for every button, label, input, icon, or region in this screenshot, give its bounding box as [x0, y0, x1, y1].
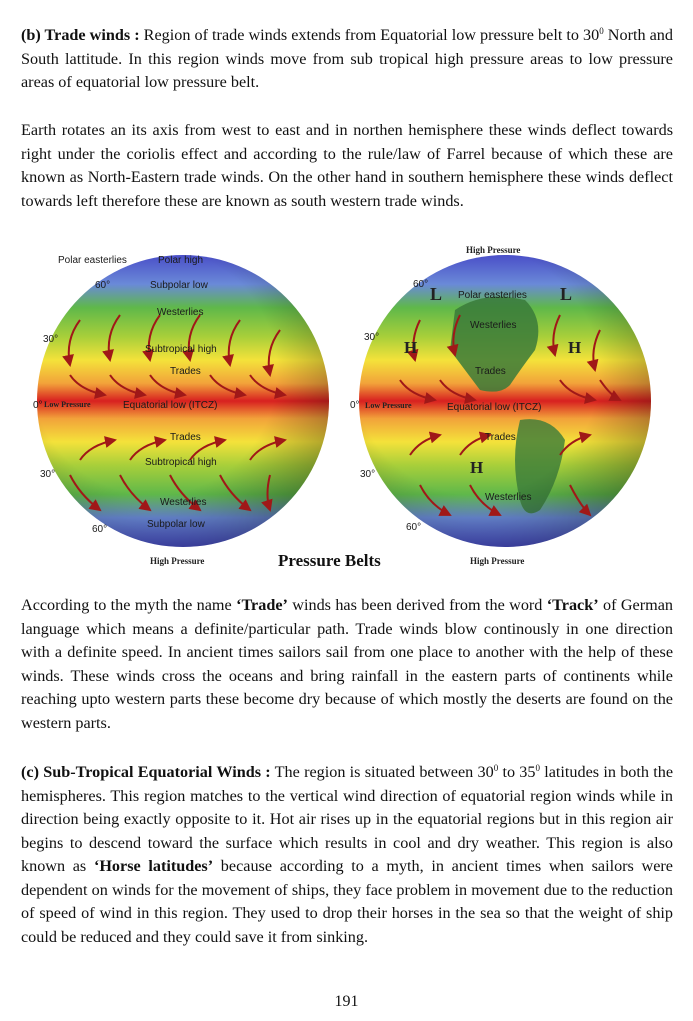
degree-mark-1: 0: [493, 763, 499, 773]
left-belt-8: Subpolar low: [147, 519, 205, 530]
left-belt-2: Subtropical high: [145, 344, 217, 355]
trade-winds-heading: (b) Trade winds :: [21, 26, 140, 44]
polar-high-label: Polar high: [158, 255, 204, 266]
lat-30s-left: 30°: [40, 469, 56, 480]
left-belt-5: Trades: [170, 432, 201, 443]
myth-text-c: of German language which means a definite/particular path. Trade winds blow continously in one direction with a definite speed. In ancient times sailors sail from one place to another with the help of these winds. These winds cross the oceans and bring rainfall in the eastern parts of continents while reaching upto western parts these become dry because of which mostly the deserts are found on the western parts.: [21, 596, 673, 732]
degree-mark: 0: [599, 26, 604, 36]
myth-track-term: ‘Track’: [546, 596, 599, 614]
left-belt-3: Trades: [170, 366, 201, 377]
trade-text-b: North and South lattitude. In this region winds move from sub tropical high pressure areas to low pressure areas of equatorial low pressure belt.: [21, 26, 673, 91]
lat-60s-right: 60°: [406, 522, 422, 533]
subtrop-text-a: The region is situated between 30: [270, 763, 494, 781]
myth-text-a: According to the myth the name: [21, 596, 237, 614]
subtropical-heading: (c) Sub-Tropical Equatorial Winds :: [21, 763, 271, 781]
lat-60s-left: 60°: [92, 524, 108, 535]
low-marker-right: L: [560, 284, 573, 304]
high-marker-3: H: [470, 458, 484, 477]
high-marker-1: H: [404, 338, 418, 357]
lat-30n-right: 30°: [364, 332, 380, 343]
lat-0-right: 0°: [350, 400, 360, 411]
figure-caption: Pressure Belts: [278, 551, 381, 570]
coriolis-paragraph: Earth rotates an its axis from west to east and in northen hemisphere these winds deflect towards right under the coriolis effect and according to the rule/law of Farrel because of which these are known as North-Eastern trade winds. On the other hand in southern hemisphere these winds deflect towards left therefore these are known as south western trade winds.: [21, 121, 673, 210]
right-belt-0: Polar easterlies: [458, 290, 527, 301]
high-marker-2: H: [568, 338, 582, 357]
left-globe: [33, 255, 329, 566]
subtrop-text-c: latitudes in both the hemispheres. This region matches to the vertical wind direction of equatorial region winds while in direction being exactly opposite to it. Hot air rises up in the equatorial regions but in this region air begins to descend toward the surface which results in cool and dry weather. This region is also known as: [21, 763, 674, 875]
right-high-pressure-top: High Pressure: [466, 245, 521, 255]
right-high-pressure-bottom: High Pressure: [470, 556, 525, 566]
subtropical-paragraph: [21, 761, 673, 949]
pressure-belts-diagram: [0, 240, 693, 580]
right-belt-4: Trades: [485, 432, 516, 443]
right-belt-1: Westerlies: [470, 320, 517, 331]
left-low-pressure-label: Low Pressure: [44, 400, 91, 409]
right-belt-3: Equatorial low (ITCZ): [447, 402, 542, 413]
lat-30s-right: 30°: [360, 469, 376, 480]
left-belt-6: Subtropical high: [145, 457, 217, 468]
left-belt-1: Westerlies: [157, 307, 204, 318]
horse-latitudes-term: ‘Horse latitudes’: [93, 857, 214, 875]
right-low-pressure-label: Low Pressure: [365, 401, 412, 410]
subtrop-text-d: because according to a myth, in ancient times when sailors were dependent on winds for the movement of ships, they face problem in movement due to the reduction of speed of wind in this region. They used to drop their horses in the sea so that the weight of ship could be reduced and they could save it from sinking.: [21, 857, 673, 946]
right-globe: [350, 245, 651, 566]
left-belt-4: Equatorial low (ITCZ): [123, 400, 218, 411]
degree-mark-2: 0: [535, 763, 540, 773]
trade-winds-paragraph: [21, 24, 673, 95]
trade-text-a: Region of trade winds extends from Equatorial low pressure belt to 30: [139, 26, 600, 44]
left-belt-7: Westerlies: [160, 497, 207, 508]
polar-easterlies-label: Polar easterlies: [58, 255, 127, 266]
subtrop-text-b: to 35: [498, 763, 536, 781]
right-belt-5: Westerlies: [485, 492, 532, 503]
myth-paragraph: [21, 594, 673, 735]
lat-60n-right: 60°: [413, 279, 429, 290]
left-belt-0: Subpolar low: [150, 280, 208, 291]
lat-0-left: 0°: [33, 400, 43, 411]
left-high-pressure-bottom: High Pressure: [150, 556, 205, 566]
low-marker-left: L: [430, 284, 443, 304]
myth-trade-term: ‘Trade’: [236, 596, 288, 614]
pressure-belts-figure: [0, 240, 693, 580]
right-belt-2: Trades: [475, 366, 506, 377]
lat-60n-left: 60°: [95, 280, 111, 291]
myth-text-b: winds has been derived from the word: [287, 596, 547, 614]
lat-30n-left: 30°: [43, 334, 59, 345]
page-number: 191: [334, 993, 359, 1010]
